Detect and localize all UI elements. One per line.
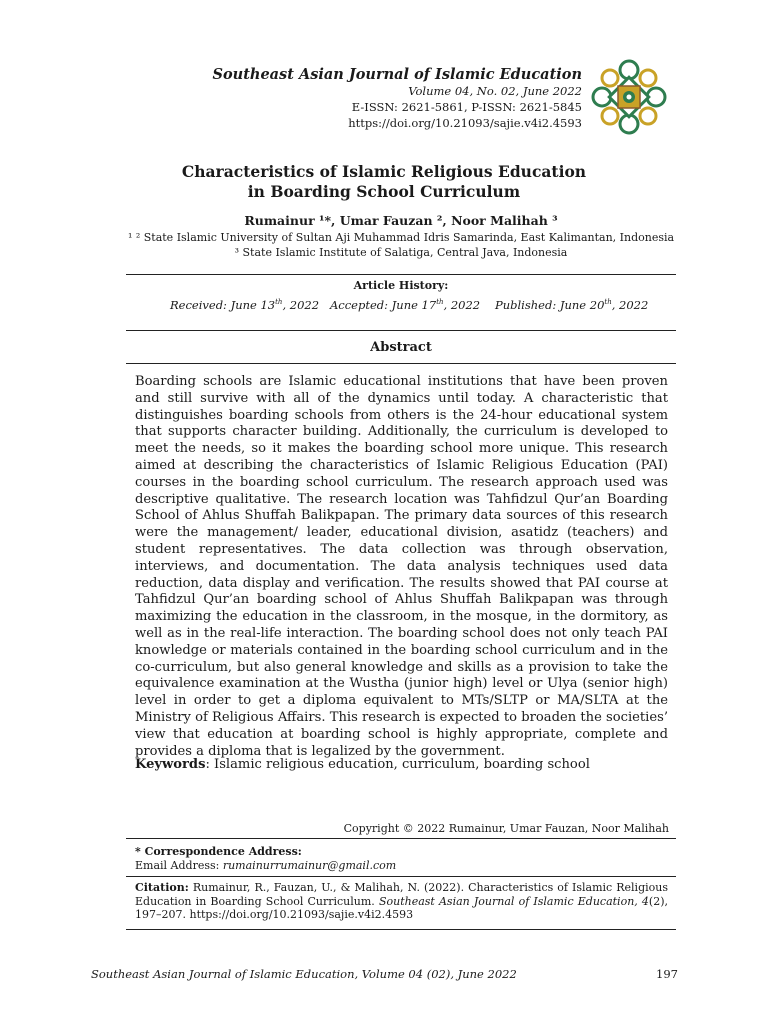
- journal-doi[interactable]: https://doi.org/10.21093/sajie.v4i2.4593: [348, 116, 582, 130]
- divider: [126, 838, 676, 839]
- footer-journal: Southeast Asian Journal of Islamic Education, Volume 04 (02), June 2022: [91, 967, 517, 981]
- keywords-text: : Islamic religious education, curriculum, boarding school: [205, 757, 590, 772]
- divider: [126, 929, 676, 930]
- divider: [126, 274, 676, 275]
- journal-issn: E-ISSN: 2621-5861, P-ISSN: 2621-5845: [351, 100, 582, 114]
- received-date: Received: June 13th, 2022: [170, 298, 320, 312]
- citation-label: Citation:: [135, 881, 189, 894]
- correspondence: [135, 845, 668, 872]
- authors: Rumainur ¹*, Umar Fauzan ², Noor Malihah ³: [244, 213, 558, 228]
- email-line: Email Address: rumainurrumainur@gmail.com: [135, 858, 397, 872]
- keywords: [135, 757, 590, 772]
- keywords-label: Keywords: [135, 757, 206, 772]
- affiliation-1: ¹ ² State Islamic University of Sultan Aji Muhammad Idris Samarinda, East Kalimantan, Indonesia: [127, 231, 675, 244]
- copyright: Copyright © 2022 Rumainur, Umar Fauzan, Noor Malihah: [343, 822, 669, 835]
- journal-title: Southeast Asian Journal of Islamic Education: [212, 66, 582, 83]
- accepted-date: Accepted: June 17th, 2022: [330, 298, 481, 312]
- published-date: Published: June 20th, 2022: [495, 298, 649, 312]
- divider: [126, 330, 676, 331]
- article-title-line1: Characteristics of Islamic Religious Education: [181, 162, 587, 181]
- divider: [126, 876, 676, 877]
- journal-logo-icon: [588, 56, 670, 138]
- journal-volume: Volume 04, No. 02, June 2022: [408, 84, 582, 98]
- abstract-heading: Abstract: [370, 340, 432, 355]
- correspondence-label: * Correspondence Address:: [135, 845, 302, 858]
- email-address[interactable]: rumainurrumainur@gmail.com: [222, 858, 397, 872]
- article-title-line2: in Boarding School Curriculum: [247, 182, 521, 201]
- citation: Citation: Rumainur, R., Fauzan, U., & Malihah, N. (2022). Characteristics of Islamic Religious Education in Boarding School Curriculum. Southeast Asian Journal of Islamic Education, 4(2), 197–207. https://doi.org/10.21093/sajie.v4i2.4593: [135, 881, 668, 921]
- history-title: Article History:: [353, 279, 449, 292]
- page-number: 197: [656, 967, 678, 981]
- abstract-text: Boarding schools are Islamic educational institutions that have been proven and still survive with all of the dynamics until today. A characteristic that distinguishes boarding schools from others is the 24-hour educational system that supports character building. Additionally, the curriculum is developed to meet the needs, so it makes the boarding school more unique. This research aimed at describing the characteristics of Islamic Religious Education (PAI) courses in the boarding school curriculum. The research approach used was descriptive qualitative. The research location was Tahfidzul Qur’an Boarding School of Ahlus Shuffah Balikpapan. The primary data sources of this research were the management/ leader, educational division, asatidz (teachers) and student representatives. The data collection was through observation, interviews, and documentation. The data analysis techniques used data reduction, data display and verification. The results showed that PAI course at Tahfidzul Qur’an boarding school of Ahlus Shuffah Balikpapan was through maximizing the education in the classroom, in the mosque, in the dormitory, as well as in the real-life interaction. The boarding school does not only teach PAI knowledge or materials contained in the boarding school curriculum and in the co-curriculum, but also general knowledge and skills as a provision to take the equivalence examination at the Wustha (junior high) level or Ulya (senior high) level in order to get a diploma equivalent to MTs/SLTP or MA/SLTA at the Ministry of Religious Affairs. This research is expected to broaden the societies’ view that education at boarding school is highly appropriate, complete and provides a diploma that is legalized by the government.: [135, 374, 668, 759]
- affiliation-2: ³ State Islamic Institute of Salatiga, Central Java, Indonesia: [234, 246, 568, 259]
- divider: [126, 363, 676, 364]
